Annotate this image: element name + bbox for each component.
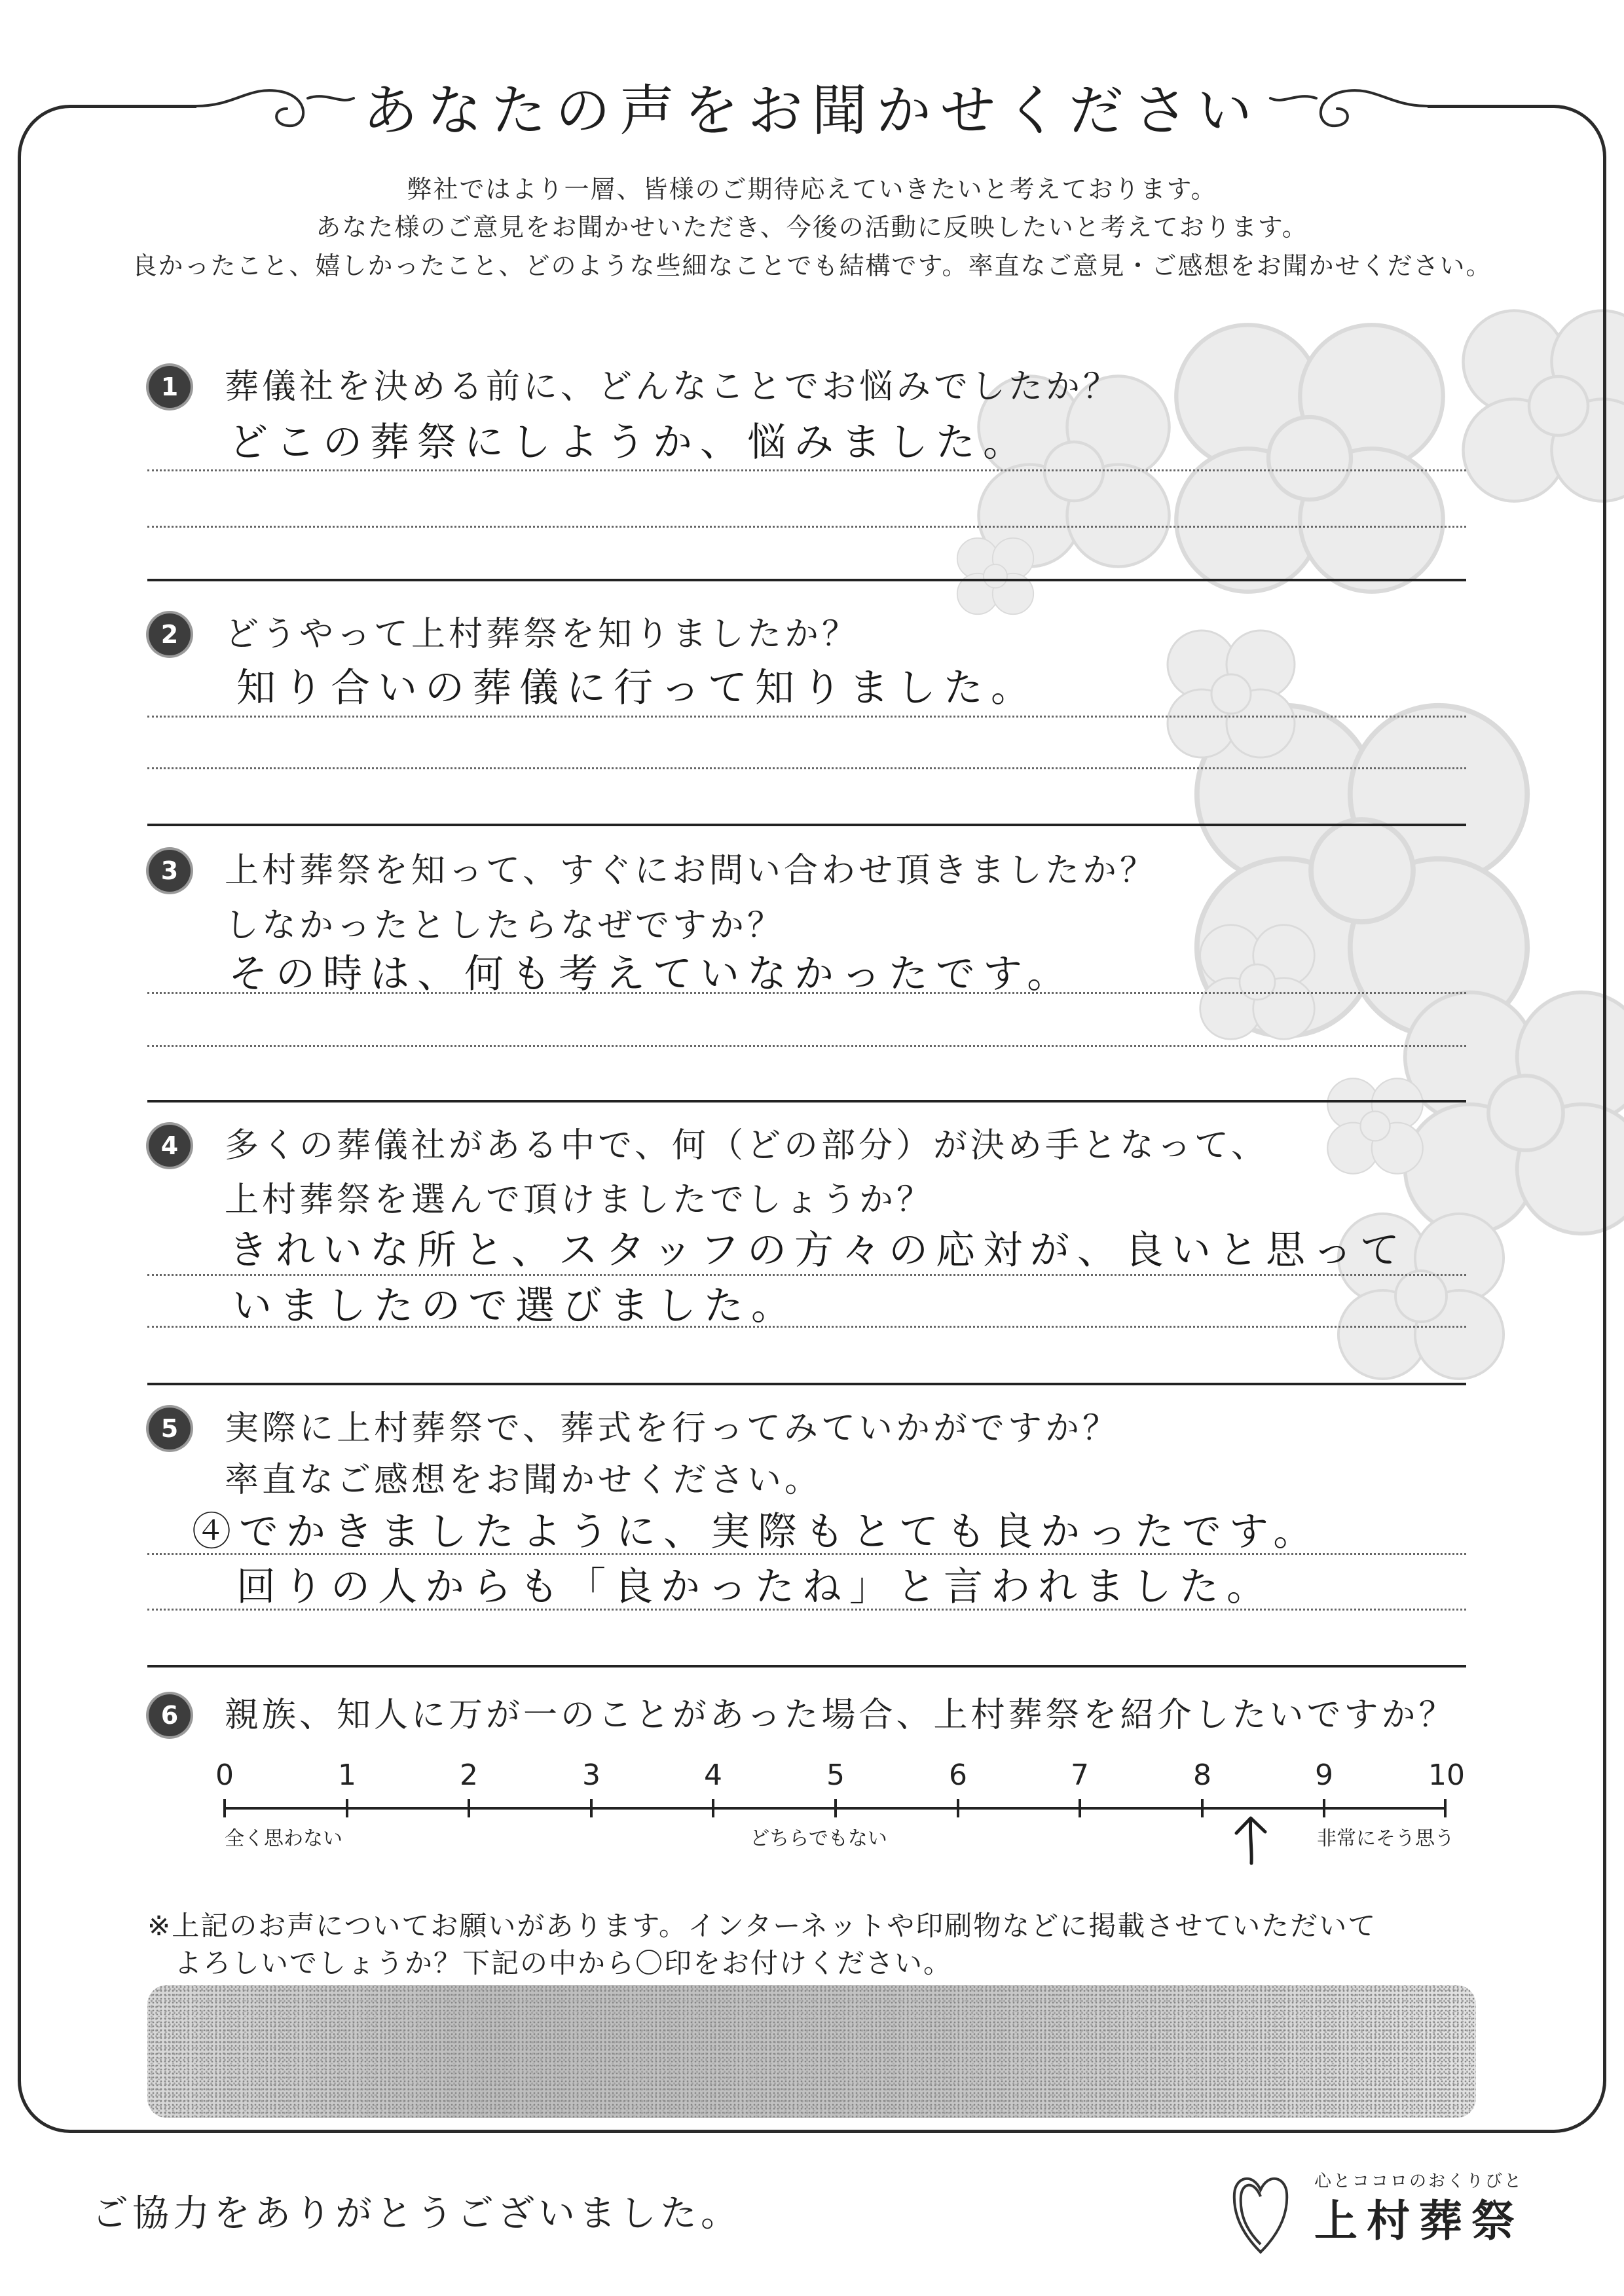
section-divider (147, 1665, 1466, 1667)
question-text: 上村葬祭を知って、すぐにお問い合わせ頂きましたか？ (225, 851, 1157, 890)
thanks-message: ご協力をありがとうございました。 (92, 2193, 741, 2235)
redacted-area (147, 1985, 1476, 2118)
scale-tick-label: 7 (1071, 1758, 1089, 1792)
heart-icon (1228, 2160, 1293, 2259)
scale-label-high: 非常にそう思う (1317, 1827, 1454, 1850)
handwritten-answer: その時は、何も考えていなかったです。 (229, 951, 1075, 997)
handwritten-answer: いましたので選びました。 (232, 1283, 798, 1329)
question-text: 多くの葬儀社がある中で、何（どの部分）が決め手となって、 (225, 1126, 1268, 1165)
handwritten-answer: 回りの人からも「良かったね」と言われました。 (236, 1564, 1274, 1610)
scale-tick (223, 1799, 226, 1817)
question-number-badge: 4 (149, 1125, 191, 1167)
answer-dotted-line (147, 1609, 1466, 1611)
scale-tick (712, 1799, 714, 1817)
answer-dotted-line (147, 1274, 1466, 1276)
handwritten-answer: 知り合いの葬儀に行って知りました。 (236, 665, 1038, 711)
section-divider (147, 824, 1466, 826)
scale-tick (468, 1799, 470, 1817)
scale-tick-label: 1 (338, 1758, 356, 1792)
scale-tick-label: 2 (460, 1758, 478, 1792)
scale-tick (1079, 1799, 1081, 1817)
scale-tick-label: 0 (215, 1758, 234, 1792)
answer-dotted-line (147, 767, 1466, 769)
scale-tick (590, 1799, 593, 1817)
section-divider (147, 579, 1466, 581)
answer-dotted-line (147, 1045, 1466, 1047)
scale-tick-label: 9 (1315, 1758, 1333, 1792)
question-text: 上村葬祭を選んで頂けましたでしょうか？ (225, 1180, 934, 1220)
scale-label-mid: どちらでもない (750, 1827, 887, 1850)
scale-tick (1323, 1799, 1325, 1817)
question-number-badge: 5 (149, 1408, 191, 1449)
intro-line: 弊社ではより一層、皆様のご期待応えていきたいと考えております。 (407, 175, 1217, 204)
question-text: 実際に上村葬祭で、葬式を行ってみていかがですか？ (225, 1409, 1120, 1448)
scale-tick-label: 5 (826, 1758, 845, 1792)
scale-tick-label: 10 (1428, 1758, 1465, 1792)
question-text: 親族、知人に万が一のことがあった場合、上村葬祭を紹介したいですか？ (225, 1696, 1456, 1735)
scale-tick (957, 1799, 959, 1817)
handwritten-answer: ④でかきましたように、実際もとても良かったです。 (192, 1509, 1321, 1555)
answer-dotted-line (147, 716, 1466, 718)
question-text: 率直なご感想をお聞かせください。 (225, 1461, 822, 1500)
up-arrow-icon (1225, 1813, 1277, 1866)
section-divider (147, 1383, 1466, 1385)
scale-label-low: 全く思わない (225, 1827, 342, 1850)
scale-tick (834, 1799, 837, 1817)
answer-dotted-line (147, 1326, 1466, 1328)
question-number-badge: 1 (149, 366, 191, 408)
question-number-badge: 2 (149, 613, 191, 655)
notice-line: よろしいでしょうか？下記の中から〇印をお付けください。 (174, 1947, 953, 1979)
scale-tick-label: 8 (1193, 1758, 1211, 1792)
scale-tick-label: 6 (949, 1758, 967, 1792)
handwritten-answer: どこの葬祭にしようか、悩みました。 (229, 420, 1030, 465)
section-divider (147, 1100, 1466, 1102)
question-text: しなかったとしたらなぜですか？ (225, 906, 785, 945)
intro-line: あなた様のご意見をお聞かせいただき、今後の活動に反映したいと考えております。 (316, 213, 1308, 242)
notice-line: ※上記のお声についてお願いがあります。インターネットや印刷物などに掲載させていただいて (147, 1910, 1377, 1942)
page-title: あなたの声をお聞かせください (362, 79, 1261, 143)
question-number-badge: 3 (149, 850, 191, 892)
scale-tick (346, 1799, 348, 1817)
scale-tick (1444, 1799, 1447, 1817)
answer-dotted-line (147, 1553, 1466, 1555)
intro-line: 良かったこと、嬉しかったこと、どのような些細なことでも結構です。率直なご意見・ご感想をお聞かせください。 (132, 251, 1492, 280)
answer-dotted-line (147, 526, 1466, 528)
answer-dotted-line (147, 469, 1466, 471)
logo-name: 上村葬祭 (1314, 2196, 1524, 2246)
question-text: 葬儀社を決める前に、どんなことでお悩みでしたか？ (225, 367, 1121, 407)
scale-tick-label: 3 (582, 1758, 600, 1792)
handwritten-answer: きれいな所と、スタッフの方々の応対が、良いと思って (229, 1228, 1407, 1273)
scale-tick-label: 4 (704, 1758, 722, 1792)
answer-dotted-line (147, 992, 1466, 994)
question-number-badge: 6 (149, 1694, 191, 1736)
scale-tick (1201, 1799, 1204, 1817)
question-text: どうやって上村葬祭を知りましたか？ (225, 615, 860, 654)
logo-tagline: 心とココロのおくりびと (1314, 2172, 1524, 2191)
